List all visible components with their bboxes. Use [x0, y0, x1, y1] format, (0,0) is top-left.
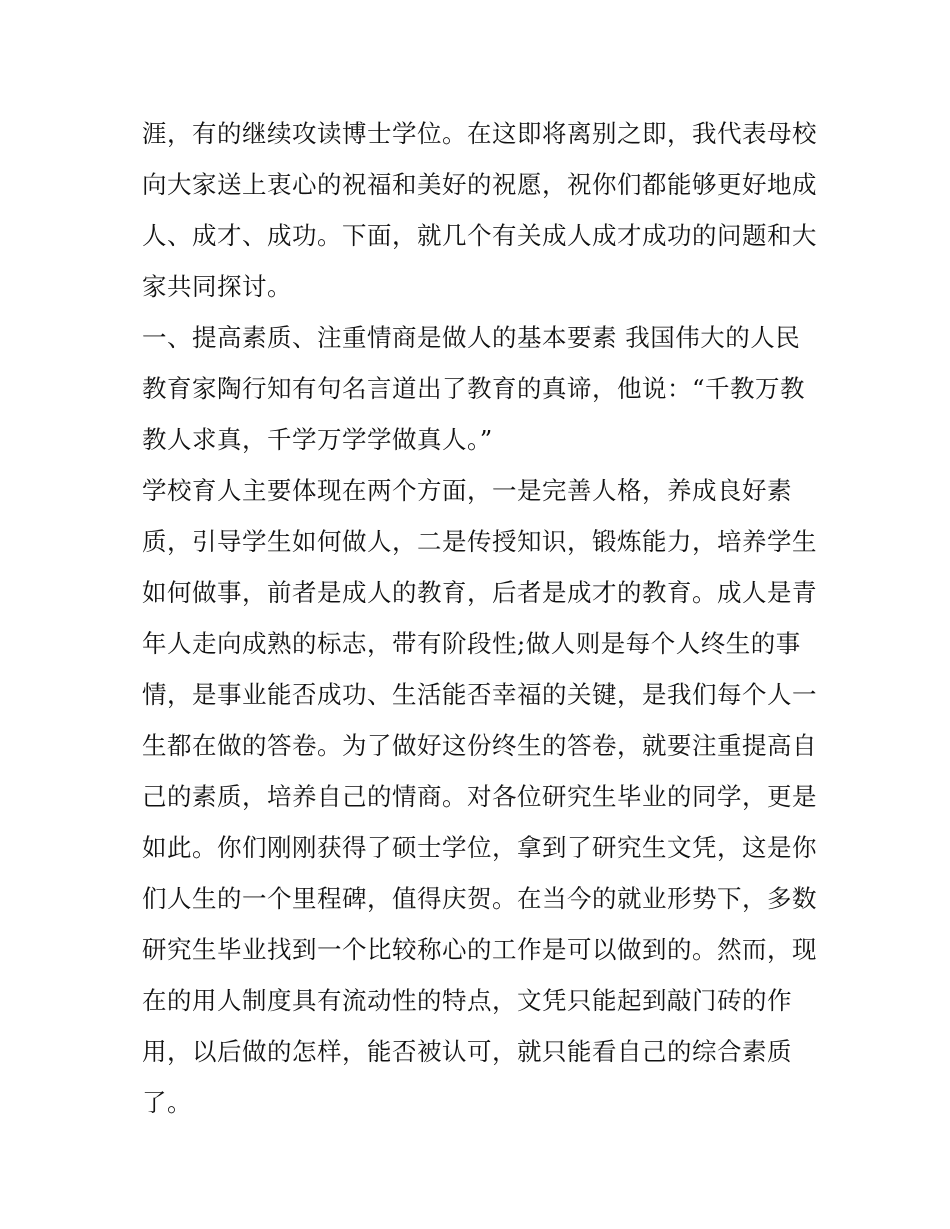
text-line: 年人走向成熟的标志，带有阶段性;做人则是每个人终生的事 — [142, 629, 801, 658]
text-line: 生都在做的答卷。为了做好这份终生的答卷，就要注重提高自 — [142, 731, 817, 760]
text-line: 家共同探讨。 — [142, 272, 292, 301]
text-line: 用，以后做的怎样，能否被认可，就只能看自己的综合素质 — [142, 1037, 792, 1066]
text-line: 人、成才、成功。下面，就几个有关成人成才成功的问题和大 — [142, 221, 817, 250]
text-line: 如此。你们刚刚获得了硕士学位，拿到了研究生文凭，这是你 — [142, 833, 817, 862]
text-line: 情，是事业能否成功、生活能否幸福的关键，是我们每个人一 — [142, 680, 817, 709]
text-line: 如何做事，前者是成人的教育，后者是成才的教育。成人是青 — [142, 578, 817, 607]
text-line: 学校育人主要体现在两个方面，一是完善人格，养成良好素 — [142, 476, 792, 505]
text-line: 向大家送上衷心的祝福和美好的祝愿，祝你们都能够更好地成 — [142, 170, 817, 199]
text-line: 质，引导学生如何做人，二是传授知识，锻炼能力，培养学生 — [142, 527, 817, 556]
text-line: 涯，有的继续攻读博士学位。在这即将离别之即，我代表母校 — [142, 119, 817, 148]
text-line: 们人生的一个里程碑，值得庆贺。在当今的就业形势下，多数 — [142, 884, 817, 913]
section-heading-line: 一、提高素质、注重情商是做人的基本要素 我国伟大的人民 — [142, 323, 801, 352]
body-text — [142, 108, 822, 1128]
text-line: 教人求真，千学万学学做真人。” — [142, 425, 493, 454]
text-line: 在的用人制度具有流动性的特点，文凭只能起到敲门砖的作 — [142, 986, 792, 1015]
text-line: 了。 — [142, 1088, 192, 1117]
text-line: 教育家陶行知有句名言道出了教育的真谛，他说：“千教万教 — [142, 374, 806, 403]
text-line: 研究生毕业找到一个比较称心的工作是可以做到的。然而，现 — [142, 935, 817, 964]
text-line: 己的素质，培养自己的情商。对各位研究生毕业的同学，更是 — [142, 782, 817, 811]
